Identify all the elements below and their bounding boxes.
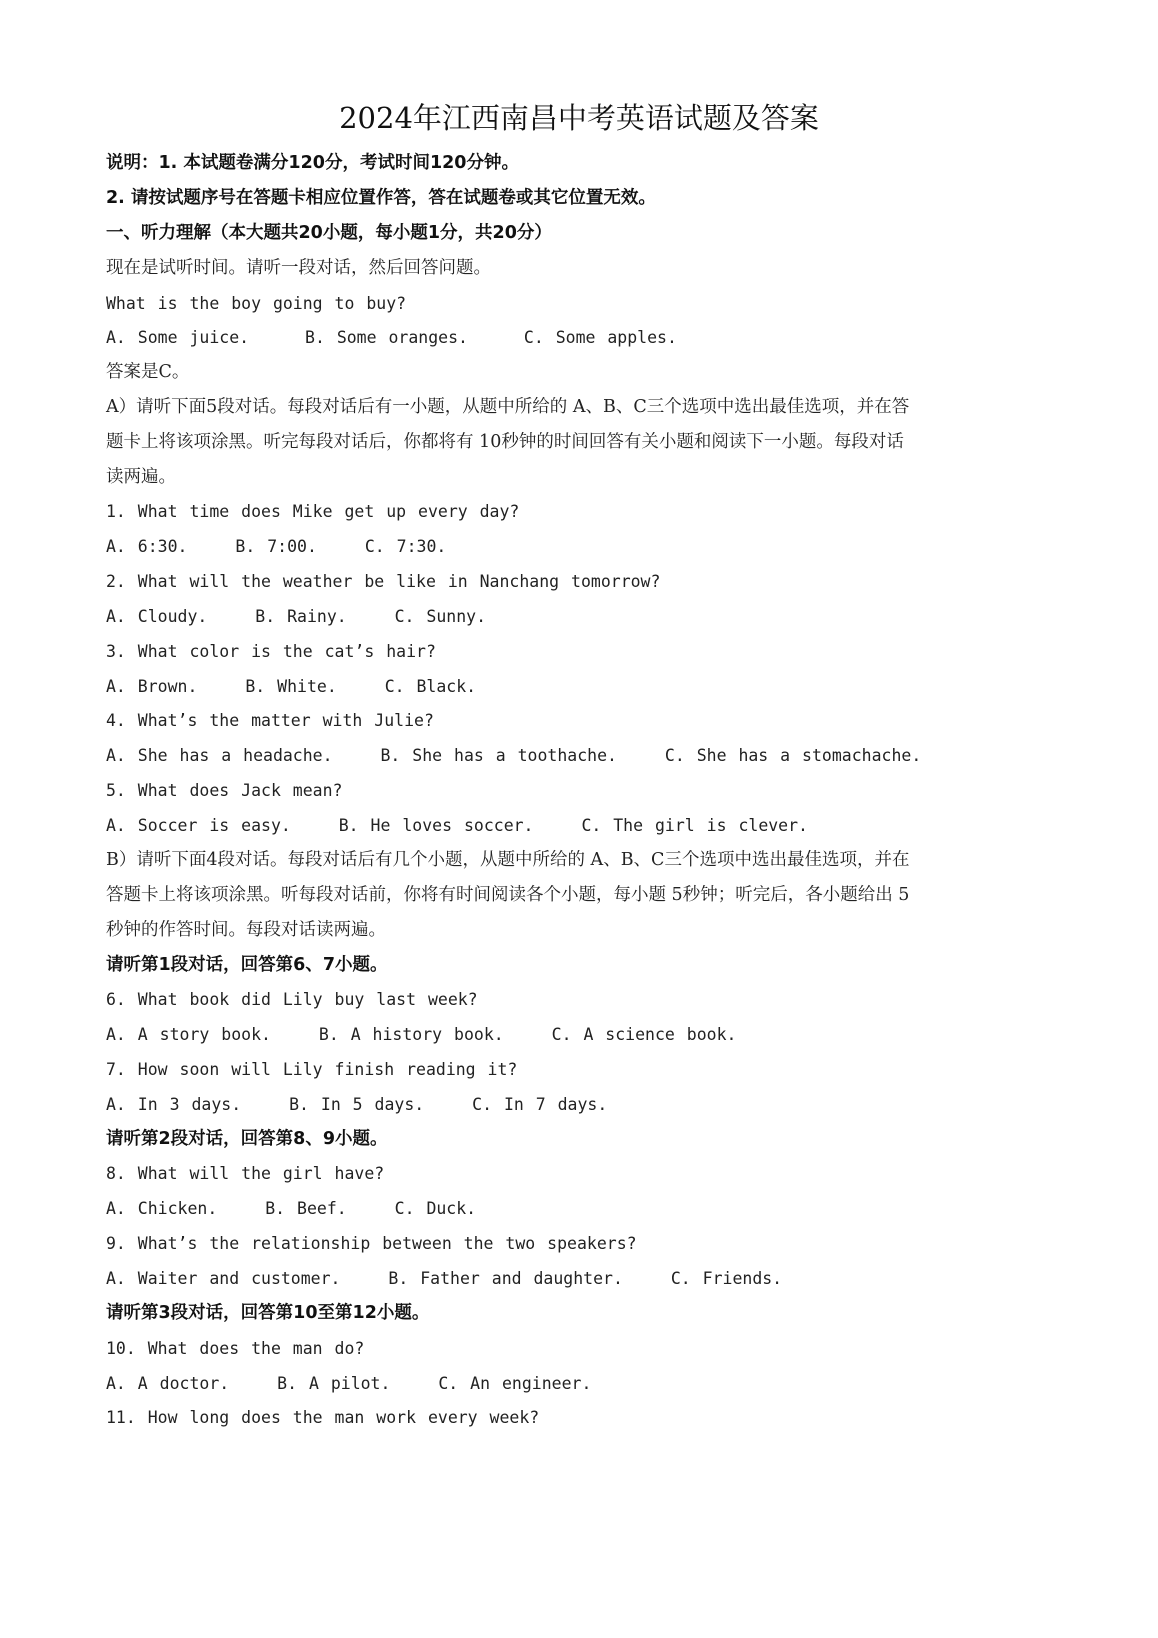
part-b-instructions-2: 答题卡上将该项涂黑。听每段对话前，你将有时间阅读各个小题，每小题 5秒钟；听完后，各小题给出 5 <box>106 885 910 905</box>
option-c: C. Duck. <box>394 1199 477 1218</box>
option-c: C. 7:30. <box>364 537 447 556</box>
option-a: A. 6:30. <box>106 537 188 556</box>
part-a-instructions-2: 题卡上将该项涂黑。听完每段对话后，你都将有 10秒钟的时间回答有关小题和阅读下一小题。每段对话 <box>106 432 904 452</box>
option-b: B. A pilot. <box>277 1374 391 1393</box>
part-b-instructions-3: 秒钟的作答时间。每段对话读两遍。 <box>106 920 386 940</box>
option-c: C. She has a stomachache. <box>664 746 922 765</box>
question-9: 9. What’s the relationship between the two speakers? <box>106 1234 637 1253</box>
option-a: A. In 3 days. <box>106 1095 242 1114</box>
option-a: A. A doctor. <box>106 1374 230 1393</box>
option-c: C. An engineer. <box>438 1374 592 1393</box>
option-c: C. Some apples. <box>523 328 677 347</box>
dialog-3-heading: 请听第3段对话，回答第10至第12小题。 <box>106 1303 430 1323</box>
option-c: C. In 7 days. <box>472 1095 608 1114</box>
trial-options <box>106 326 677 350</box>
option-a: A. Brown. <box>106 677 198 696</box>
question-10-options <box>106 1372 591 1396</box>
question-4-options <box>106 744 921 768</box>
option-b: B. Father and daughter. <box>388 1269 623 1288</box>
option-c: C. A science book. <box>551 1025 737 1044</box>
dialog-2-heading: 请听第2段对话，回答第8、9小题。 <box>106 1129 388 1149</box>
note-line-2: 2. 请按试题序号在答题卡相应位置作答，答在试题卷或其它位置无效。 <box>106 188 656 208</box>
option-a: A. Some juice. <box>106 328 250 347</box>
option-c: C. Sunny. <box>394 607 487 626</box>
trial-answer: 答案是C。 <box>106 362 190 382</box>
option-b: B. Rainy. <box>255 607 347 626</box>
question-6: 6. What book did Lily buy last week? <box>106 990 478 1009</box>
question-7-options <box>106 1093 607 1117</box>
question-11: 11. How long does the man work every week? <box>106 1408 540 1427</box>
question-10: 10. What does the man do? <box>106 1339 365 1358</box>
question-3-options <box>106 675 476 699</box>
option-b: B. She has a toothache. <box>380 746 617 765</box>
question-8: 8. What will the girl have? <box>106 1164 385 1183</box>
question-7: 7. How soon will Lily finish reading it? <box>106 1060 518 1079</box>
option-a: A. Soccer is easy. <box>106 816 291 835</box>
option-b: B. Some oranges. <box>305 328 468 347</box>
option-a: A. Chicken. <box>106 1199 218 1218</box>
page-title: 2024年江西南昌中考英语试题及答案 <box>339 101 819 135</box>
option-a: A. Cloudy. <box>106 607 208 626</box>
question-6-options <box>106 1023 736 1047</box>
part-b-instructions-1: B）请听下面4段对话。每段对话后有几个小题，从题中所给的 A、B、C三个选项中选出最佳选项，并在 <box>106 850 910 870</box>
option-c: C. The girl is clever. <box>581 816 808 835</box>
option-b: B. He loves soccer. <box>338 816 534 835</box>
option-b: B. White. <box>245 677 337 696</box>
option-b: B. A history book. <box>318 1025 504 1044</box>
dialog-1-heading: 请听第1段对话，回答第6、7小题。 <box>106 955 388 975</box>
question-1: 1. What time does Mike get up every day? <box>106 502 520 521</box>
question-1-options <box>106 535 446 559</box>
option-b: B. Beef. <box>265 1199 347 1218</box>
option-a: A. A story book. <box>106 1025 271 1044</box>
part-a-instructions-1: A）请听下面5段对话。每段对话后有一小题，从题中所给的 A、B、C三个选项中选出最佳选项，并在答 <box>106 397 910 417</box>
option-b: B. In 5 days. <box>289 1095 425 1114</box>
question-5-options <box>106 814 808 838</box>
option-a: A. She has a headache. <box>106 746 333 765</box>
part-a-instructions-3: 读两遍。 <box>106 467 176 487</box>
option-b: B. 7:00. <box>235 537 317 556</box>
question-9-options <box>106 1267 782 1291</box>
question-8-options <box>106 1197 476 1221</box>
option-c: C. Friends. <box>670 1269 783 1288</box>
note-line-1: 说明：1. 本试题卷满分120分，考试时间120分钟。 <box>106 153 519 173</box>
question-2-options <box>106 605 486 629</box>
trial-question: What is the boy going to buy? <box>106 294 407 313</box>
question-2: 2. What will the weather be like in Nanchang tomorrow? <box>106 572 661 591</box>
section-heading-listening: 一、听力理解（本大题共20小题，每小题1分，共20分） <box>106 223 552 243</box>
option-a: A. Waiter and customer. <box>106 1269 341 1288</box>
trial-intro: 现在是试听时间。请听一段对话，然后回答问题。 <box>106 258 491 278</box>
question-4: 4. What’s the matter with Julie? <box>106 711 434 730</box>
question-3: 3. What color is the cat’s hair? <box>106 642 436 661</box>
option-c: C. Black. <box>384 677 477 696</box>
question-5: 5. What does Jack mean? <box>106 781 343 800</box>
